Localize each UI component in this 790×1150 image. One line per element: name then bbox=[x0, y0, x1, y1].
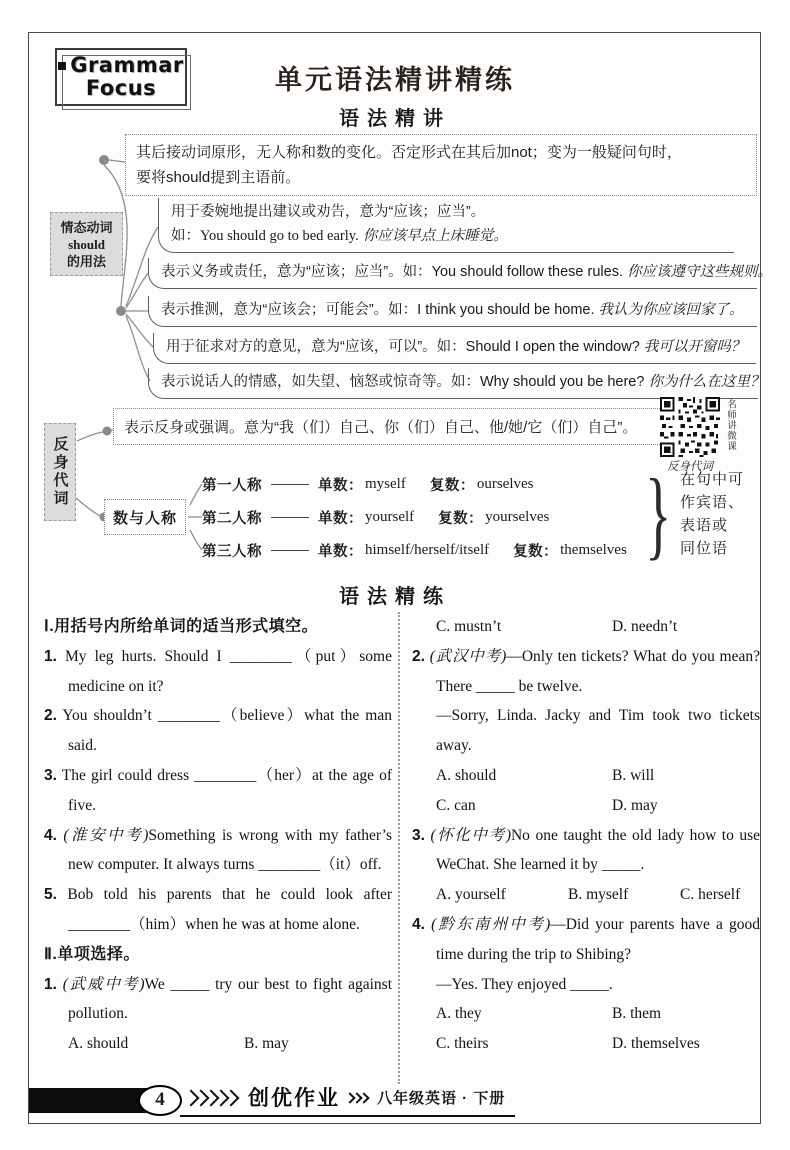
page-number-badge: 4 bbox=[138, 1085, 182, 1116]
should-form-note-line1: 其后接动词原形，无人称和数的变化。否定形式在其后加not；变为一般疑问句时， bbox=[136, 144, 682, 161]
should-usage-emotion: 表示说话人的情感，如失望、恼怒或惊奇等。如：Why should you be here? 你为什么在这里？ bbox=[148, 368, 758, 399]
dash-connector bbox=[271, 484, 309, 485]
option-b: B. may bbox=[244, 1035, 289, 1053]
square-bullet-icon bbox=[58, 62, 66, 70]
part2-header: Ⅱ.单项选择。 bbox=[44, 945, 140, 963]
section-heading-jingjiang: 语法精讲 bbox=[339, 108, 451, 130]
dash-connector bbox=[271, 550, 309, 551]
choice-q1-options-ab bbox=[44, 1029, 392, 1059]
choice-q2-options-cd bbox=[412, 791, 760, 821]
section-heading-jinglian: 语法精练 bbox=[339, 586, 451, 608]
choice-q4: 4. (黔东南州中考)—Did your parents have a good time during the trip to Shibing? bbox=[412, 915, 761, 963]
number-person-node: 数与人称 bbox=[104, 499, 186, 535]
should-usage-advice: 用于委婉地提出建议或劝告，意为“应该；应当”。 如：You should go to bed early. 你应该早点上床睡觉。 bbox=[158, 198, 734, 253]
qr-code-icon bbox=[660, 397, 720, 457]
option-b: B. them bbox=[612, 1005, 662, 1023]
option-b: B. myself bbox=[568, 886, 629, 904]
logo-line2: Focus bbox=[85, 76, 157, 100]
fill-item-3: 3. The girl could dress ________（her）at the age of five. bbox=[44, 766, 392, 814]
grammar-focus-logo bbox=[55, 48, 187, 106]
option-a: A. should bbox=[436, 766, 497, 784]
right-brace: } bbox=[645, 458, 672, 569]
qr-code bbox=[660, 397, 720, 457]
small-chevron-icon bbox=[362, 1091, 369, 1103]
reflexive-root-node: 反身代词 bbox=[44, 423, 76, 521]
should-usage-ask-opinion: 用于征求对方的意见，意为“应该，可以”。如：Should I open the window? 我可以开窗吗？ bbox=[153, 333, 756, 364]
choice-q2: 2. (武汉中考)—Only ten tickets? What do you mean? There _____ be twelve. bbox=[412, 647, 761, 695]
footer-black-bar bbox=[29, 1088, 147, 1113]
choice-q1-options-cd bbox=[412, 612, 760, 642]
should-usage-guess: 表示推测，意为“应该会；可能会”。如：I think you should be home. 我认为你应该回家了。 bbox=[148, 296, 757, 327]
should-form-note-line2: 要将should提到主语前。 bbox=[136, 169, 301, 186]
book-subtitle: 八年级英语 · 下册 bbox=[377, 1089, 506, 1107]
option-d: D. themselves bbox=[612, 1035, 700, 1053]
option-c: C. can bbox=[436, 796, 476, 814]
option-d: D. may bbox=[612, 796, 658, 814]
fill-item-4: 4. (淮安中考)Something is wrong with my father’s new computer. It always turns ________（it）off. bbox=[44, 826, 392, 874]
logo-line1: Grammar bbox=[58, 54, 184, 77]
choice-q3-options bbox=[412, 880, 760, 910]
option-c: C. herself bbox=[680, 886, 741, 904]
exercise-column-right bbox=[412, 612, 760, 1059]
option-c: C. mustn’t bbox=[436, 618, 502, 635]
option-a: A. they bbox=[436, 1005, 482, 1023]
exercise-column-left bbox=[44, 612, 392, 1059]
option-c: C. theirs bbox=[436, 1035, 489, 1053]
third-person-row: 第三人称 单数： himself/herself/itself 复数： themselves bbox=[202, 541, 627, 560]
column-divider bbox=[398, 612, 400, 1084]
choice-q4-options-cd bbox=[412, 1029, 760, 1059]
option-d: D. needn’t bbox=[612, 618, 678, 635]
choice-q2-options-ab bbox=[412, 761, 760, 791]
option-a: A. should bbox=[68, 1035, 129, 1053]
qr-caption: 反身代词 bbox=[667, 461, 713, 473]
reflexive-meaning-box: 表示反身或强调。意为“我（们）自己、你（们）自己、他/她/它（们）自己”。 bbox=[113, 408, 680, 445]
page-title: 单元语法精讲精练 bbox=[275, 65, 515, 95]
second-person-row: 第二人称 单数： yourself 复数： yourselves bbox=[202, 508, 550, 527]
part1-header: Ⅰ.用括号内所给单词的适当形式填空。 bbox=[44, 618, 319, 635]
option-a: A. yourself bbox=[436, 886, 506, 904]
footer-title-group bbox=[180, 1083, 515, 1117]
choice-q4-options-ab bbox=[412, 999, 760, 1029]
sentence-role-note: 在句中可 作宾语、 表语或 同位语 bbox=[680, 471, 745, 557]
first-person-row: 第一人称 单数： myself 复数： ourselves bbox=[202, 475, 534, 494]
fill-item-2: 2. You shouldn’t ________（believe）what the man said. bbox=[44, 707, 392, 755]
chevron-icon bbox=[228, 1088, 238, 1106]
should-form-note-box bbox=[125, 134, 757, 196]
dash-connector bbox=[271, 517, 309, 518]
choice-q4-line2: —Yes. They enjoyed _____. bbox=[436, 975, 613, 993]
fill-item-5: 5. Bob told his parents that he could look after ________（him）when he was at home alone. bbox=[44, 886, 392, 933]
fill-item-1: 1. My leg hurts. Should I ________（put）some medicine on it? bbox=[44, 647, 392, 695]
option-b: B. will bbox=[612, 766, 655, 784]
choice-q2-line2: —Sorry, Linda. Jacky and Tim took two tickets away. bbox=[436, 707, 760, 755]
page-footer bbox=[29, 1082, 515, 1118]
choice-q3: 3. (怀化中考)No one taught the old lady how to use WeChat. She learned it by _____. bbox=[412, 826, 761, 874]
choice-q1: 1. (武威中考)We _____ try our best to fight against pollution. bbox=[44, 975, 393, 1023]
brand-title: 创优作业 bbox=[248, 1087, 340, 1110]
should-usage-duty: 表示义务或责任，意为“应该；应当”。如：You should follow these rules. 你应该遵守这些规则。 bbox=[148, 258, 757, 289]
should-root-node: 情态动词 should 的用法 bbox=[50, 212, 123, 276]
qr-side-label: 名师讲微课 bbox=[725, 399, 736, 452]
